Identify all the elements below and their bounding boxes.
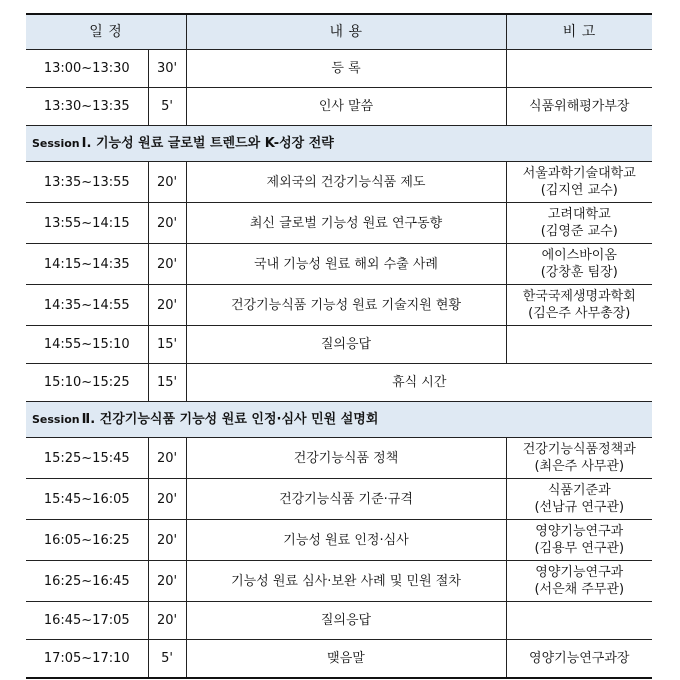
- duration-cell: 5': [148, 640, 186, 679]
- content-cell: 질의응답: [186, 326, 506, 364]
- table-row: [26, 162, 652, 203]
- table-row: [26, 479, 652, 520]
- header-note: 비 고: [506, 14, 652, 50]
- duration-cell: 20': [148, 602, 186, 640]
- speaker-affiliation: 에이스바이옴: [541, 248, 617, 263]
- header-content: 내 용: [186, 14, 506, 50]
- duration-cell: 5': [148, 88, 186, 126]
- note-cell: [506, 561, 652, 602]
- content-cell: 건강기능식품 정책: [186, 438, 506, 479]
- content-cell: 국내 기능성 원료 해외 수출 사례: [186, 244, 506, 285]
- time-cell: 13:35~13:55: [26, 162, 148, 203]
- duration-cell: 20': [148, 203, 186, 244]
- speaker-name: (선남규 연구관): [534, 500, 625, 515]
- speaker-affiliation: 건강기능식품정책과: [522, 442, 636, 457]
- duration-cell: 15': [148, 326, 186, 364]
- note-cell: [506, 479, 652, 520]
- table-row-break: [26, 364, 652, 402]
- speaker-affiliation: 서울과학기술대학교: [522, 166, 636, 181]
- table-row: [26, 640, 652, 679]
- content-cell: 맺음말: [186, 640, 506, 679]
- table-row: [26, 203, 652, 244]
- table-row: [26, 244, 652, 285]
- break-content-cell: 휴식 시간: [186, 364, 652, 402]
- note-cell: [506, 285, 652, 326]
- content-cell: 기능성 원료 인정·심사: [186, 520, 506, 561]
- duration-cell: 20': [148, 162, 186, 203]
- table-row: [26, 88, 652, 126]
- time-cell: 13:55~14:15: [26, 203, 148, 244]
- table-header-row: [26, 14, 652, 50]
- speaker-affiliation: 고려대학교: [547, 207, 611, 222]
- note-cell: [506, 50, 652, 88]
- speaker-affiliation: 식품기준과: [547, 483, 611, 498]
- speaker-affiliation: 영양기능연구과: [535, 565, 624, 580]
- time-cell: 15:25~15:45: [26, 438, 148, 479]
- program-schedule-table: [26, 13, 652, 679]
- content-cell: 등 록: [186, 50, 506, 88]
- content-cell: 인사 말씀: [186, 88, 506, 126]
- table-row: [26, 285, 652, 326]
- time-cell: 15:45~16:05: [26, 479, 148, 520]
- session-2-title: Session Ⅱ. 건강기능식품 기능성 원료 인정·심사 민원 설명회: [26, 402, 652, 438]
- content-cell: 건강기능식품 기준·규격: [186, 479, 506, 520]
- speaker-name: (김용무 연구관): [534, 541, 625, 556]
- duration-cell: 15': [148, 364, 186, 402]
- time-cell: 13:00~13:30: [26, 50, 148, 88]
- note-cell: [506, 244, 652, 285]
- speaker-affiliation: 한국국제생명과학회: [522, 289, 636, 304]
- duration-cell: 20': [148, 285, 186, 326]
- time-cell: 14:55~15:10: [26, 326, 148, 364]
- session-1-title: Session Ⅰ. 기능성 원료 글로벌 트렌드와 K-성장 전략: [26, 126, 652, 162]
- content-cell: 건강기능식품 기능성 원료 기술지원 현황: [186, 285, 506, 326]
- note-cell: 식품위해평가부장: [506, 88, 652, 126]
- duration-cell: 20': [148, 520, 186, 561]
- speaker-name: (강창훈 팀장): [540, 265, 618, 280]
- note-cell: [506, 438, 652, 479]
- duration-cell: 20': [148, 479, 186, 520]
- speaker-name: (김지연 교수): [540, 183, 618, 198]
- time-cell: 13:30~13:35: [26, 88, 148, 126]
- note-cell: [506, 162, 652, 203]
- note-cell: [506, 326, 652, 364]
- duration-cell: 20': [148, 561, 186, 602]
- time-cell: 14:15~14:35: [26, 244, 148, 285]
- table-row: [26, 561, 652, 602]
- content-cell: 기능성 원료 심사·보완 사례 및 민원 절차: [186, 561, 506, 602]
- session-header-row: [26, 126, 652, 162]
- table-row: [26, 50, 652, 88]
- note-cell: 영양기능연구과장: [506, 640, 652, 679]
- time-cell: 16:25~16:45: [26, 561, 148, 602]
- speaker-affiliation: 영양기능연구과: [535, 524, 624, 539]
- speaker-name: (최은주 사무관): [534, 459, 625, 474]
- content-cell: 질의응답: [186, 602, 506, 640]
- time-cell: 16:45~17:05: [26, 602, 148, 640]
- speaker-name: (김영준 교수): [540, 224, 618, 239]
- duration-cell: 30': [148, 50, 186, 88]
- content-cell: 최신 글로벌 기능성 원료 연구동향: [186, 203, 506, 244]
- duration-cell: 20': [148, 438, 186, 479]
- table-row: [26, 438, 652, 479]
- duration-cell: 20': [148, 244, 186, 285]
- speaker-name: (김은주 사무총장): [528, 306, 631, 321]
- header-schedule: 일 정: [26, 14, 186, 50]
- time-cell: 15:10~15:25: [26, 364, 148, 402]
- session-header-row: [26, 402, 652, 438]
- content-cell: 제외국의 건강기능식품 제도: [186, 162, 506, 203]
- time-cell: 16:05~16:25: [26, 520, 148, 561]
- note-cell: [506, 203, 652, 244]
- time-cell: 14:35~14:55: [26, 285, 148, 326]
- time-cell: 17:05~17:10: [26, 640, 148, 679]
- table-row: [26, 326, 652, 364]
- table-row: [26, 520, 652, 561]
- speaker-name: (서은채 주무관): [534, 582, 625, 597]
- note-cell: [506, 520, 652, 561]
- note-cell: [506, 602, 652, 640]
- table-row: [26, 602, 652, 640]
